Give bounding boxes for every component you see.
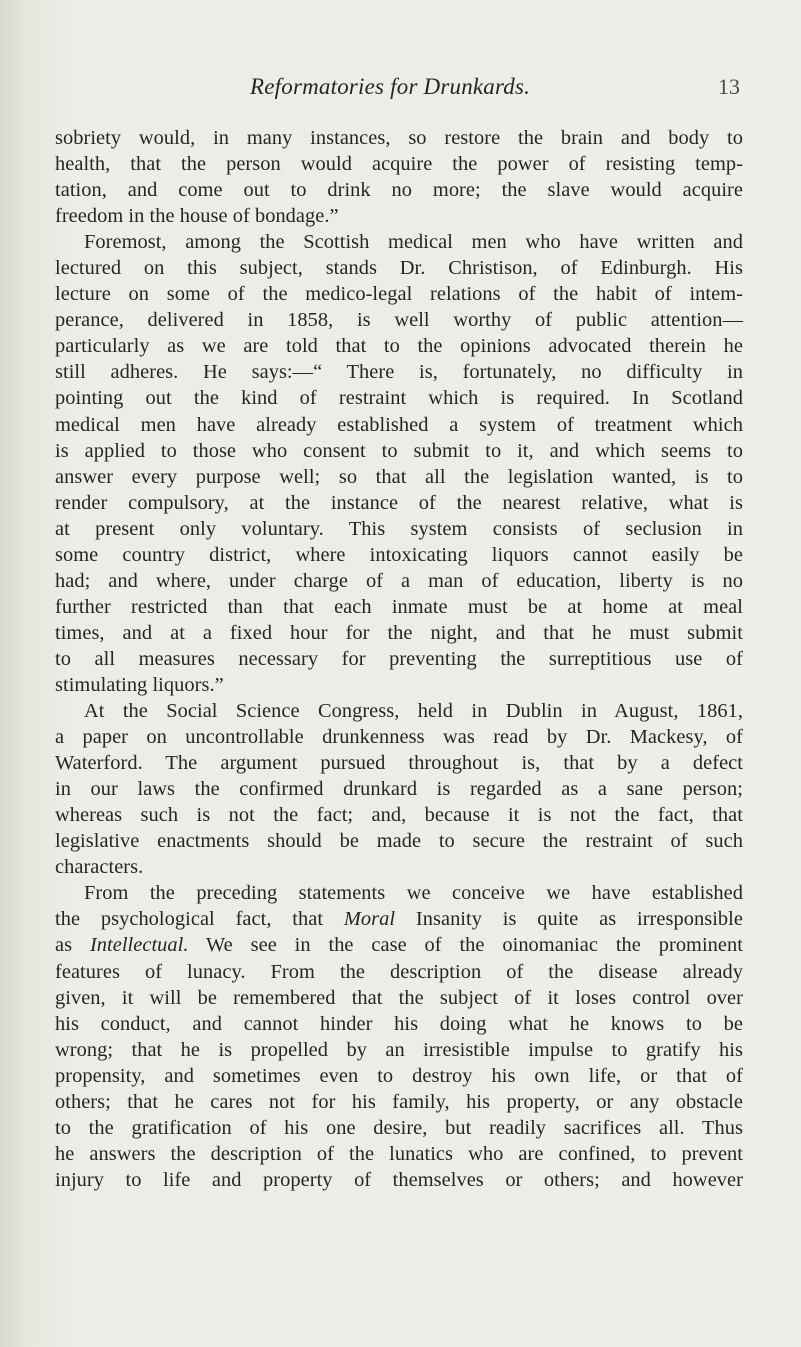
text-line xyxy=(55,229,743,255)
text-span: legislative enactments should be made to secure the restraint of such xyxy=(55,830,743,853)
text-line xyxy=(55,255,743,281)
text-line xyxy=(55,724,743,750)
text-line xyxy=(55,906,743,932)
text-line xyxy=(55,1037,743,1063)
text-line xyxy=(55,802,743,828)
text-line xyxy=(55,672,743,698)
text-line xyxy=(55,776,743,802)
text-line xyxy=(55,1063,743,1089)
text-span: answer every purpose well; so that all the legislation wanted, is to xyxy=(55,465,743,488)
text-span: tation, and come out to drink no more; the slave would acquire xyxy=(55,179,743,202)
text-span: health, that the person would acquire the power of resisting temp- xyxy=(55,153,743,176)
text-span: Foremost, among the Scottish medical men who have written and xyxy=(84,231,743,254)
text-line xyxy=(55,281,743,307)
text-span: From the preceding statements we conceive we have established xyxy=(84,882,743,905)
text-line xyxy=(55,1167,743,1193)
italic-text: Moral xyxy=(343,908,396,931)
text-span: is applied to those who consent to submit to it, and which seems to xyxy=(55,439,743,462)
text-line xyxy=(55,385,743,411)
text-span: further restricted than that each inmate must be at home at meal xyxy=(55,595,743,618)
text-line xyxy=(55,177,743,203)
text-line xyxy=(55,880,743,906)
text-span: to the gratification of his one desire, but readily sacrifices all. Thus xyxy=(55,1116,743,1139)
text-line xyxy=(55,359,743,385)
text-line xyxy=(55,1089,743,1115)
text-line xyxy=(55,542,743,568)
text-line xyxy=(55,854,743,880)
text-span: still adheres. He says:—“ There is, fortunately, no difficulty in xyxy=(55,361,743,384)
text-span: render compulsory, at the instance of the nearest relative, what is xyxy=(55,491,743,514)
text-span: had; and where, under charge of a man of education, liberty is no xyxy=(55,569,743,592)
text-line xyxy=(55,490,743,516)
text-span: others; that he cares not for his family, his property, or any obstacle xyxy=(55,1090,743,1113)
text-span: to all measures necessary for preventing the surreptitious use of xyxy=(55,647,743,670)
running-head xyxy=(60,74,740,108)
text-span: sobriety would, in many instances, so restore the brain and body to xyxy=(55,127,743,149)
text-span: Insanity is quite as irresponsible xyxy=(395,908,743,931)
text-line xyxy=(55,646,743,672)
text-line xyxy=(55,698,743,724)
text-line xyxy=(55,464,743,490)
text-span: particularly as we are told that to the opinions advocated therein he xyxy=(55,335,743,358)
text-span: times, and at a fixed hour for the night, and that he must submit xyxy=(55,621,743,644)
italic-text: Intellectual. xyxy=(89,934,189,957)
text-line xyxy=(55,516,743,542)
page-number: 13 xyxy=(718,74,740,99)
text-line xyxy=(55,1115,743,1141)
text-span: pointing out the kind of restraint which is required. In Scotland xyxy=(55,387,743,410)
text-span: characters. xyxy=(55,856,144,879)
text-span: lectured on this subject, stands Dr. Christison, of Edinburgh. His xyxy=(55,257,743,280)
text-span: medical men have already established a system of treatment which xyxy=(55,413,743,436)
text-span: Waterford. The argument pursued throughout is, that by a defect xyxy=(55,752,743,775)
text-span: in our laws the confirmed drunkard is regarded as a sane person; xyxy=(55,778,743,801)
text-line xyxy=(55,985,743,1011)
text-line xyxy=(55,594,743,620)
text-span: as xyxy=(55,934,90,957)
text-line xyxy=(55,959,743,985)
text-span: features of lunacy. From the description of the disease already xyxy=(55,960,743,983)
text-line xyxy=(55,932,743,958)
text-line xyxy=(55,620,743,646)
text-span: wrong; that he is propelled by an irresistible impulse to gratify his xyxy=(55,1038,743,1061)
text-line xyxy=(55,1141,743,1167)
text-line xyxy=(55,333,743,359)
text-line xyxy=(55,151,743,177)
text-span: at present only voluntary. This system consists of seclusion in xyxy=(55,517,743,540)
text-span: the psychological fact, that xyxy=(55,908,344,931)
text-line xyxy=(55,412,743,438)
text-line xyxy=(55,828,743,854)
text-span: he answers the description of the lunatics who are confined, to prevent xyxy=(55,1142,743,1165)
text-span: injury to life and property of themselves or others; and however xyxy=(55,1168,743,1191)
text-span: whereas such is not the fact; and, because it is not the fact, that xyxy=(55,804,743,827)
text-span: a paper on uncontrollable drunkenness was read by Dr. Mackesy, of xyxy=(55,726,743,749)
text-span: perance, delivered in 1858, is well worthy of public attention— xyxy=(55,309,743,332)
text-line xyxy=(55,203,743,229)
text-span: his conduct, and cannot hinder his doing what he knows to be xyxy=(55,1012,743,1035)
text-line xyxy=(55,307,743,333)
text-line xyxy=(55,568,743,594)
text-line xyxy=(55,438,743,464)
body-text xyxy=(55,125,743,1193)
text-span: At the Social Science Congress, held in Dublin in August, 1861, xyxy=(84,700,743,723)
text-span: We see in the case of the oinomaniac the prominent xyxy=(188,934,743,957)
running-title: Reformatories for Drunkards. xyxy=(250,74,531,99)
text-span: lecture on some of the medico-legal relations of the habit of intem- xyxy=(55,283,743,306)
text-line xyxy=(55,1011,743,1037)
text-line xyxy=(55,750,743,776)
text-line xyxy=(55,125,743,151)
text-span: given, it will be remembered that the subject of it loses control over xyxy=(55,986,743,1009)
text-span: some country district, where intoxicating liquors cannot easily be xyxy=(55,543,743,566)
text-span: stimulating liquors.” xyxy=(55,673,224,696)
text-span: freedom in the house of bondage.” xyxy=(55,205,339,228)
text-span: propensity, and sometimes even to destroy his own life, or that of xyxy=(55,1064,743,1087)
